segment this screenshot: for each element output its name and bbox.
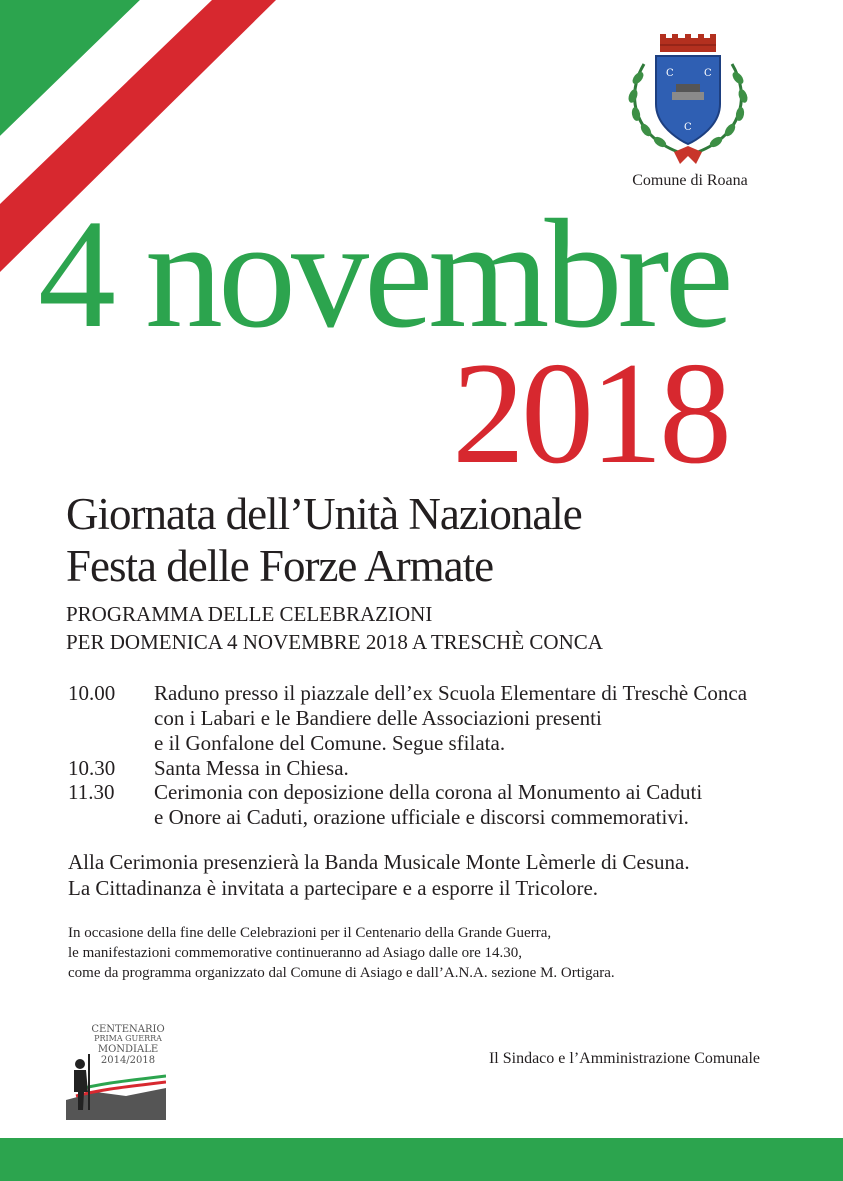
small-print-line-3: come da programma organizzato dal Comune di Asiago e dall’A.N.A. sezione M. Ortigara. <box>68 965 615 981</box>
programme-heading-1: PROGRAMMA DELLE CELEBRAZIONI <box>66 602 433 626</box>
centenary-logo-icon <box>66 1020 166 1120</box>
signature: Il Sindaco e l’Amministrazione Comunale <box>488 1050 760 1067</box>
programme-heading-2: PER DOMENICA 4 NOVEMBRE 2018 A TRESCHÈ CONCA <box>66 630 603 654</box>
schedule-time: 10.00 <box>68 681 116 705</box>
note-line-2: La Cittadinanza è invitata a partecipare e a esporre il Tricolore. <box>68 876 599 900</box>
subtitle-line-2: Festa delle Forze Armate <box>66 541 494 591</box>
coat-of-arms-icon <box>624 34 752 168</box>
schedule-line: Santa Messa in Chiesa. <box>154 756 349 780</box>
logo-text-line: MONDIALE <box>97 1044 159 1055</box>
schedule-time: 11.30 <box>68 780 115 804</box>
schedule-line: e il Gonfalone del Comune. Segue sfilata. <box>154 731 506 755</box>
svg-text:C: C <box>684 122 692 133</box>
comune-name: Comune di Roana <box>632 172 748 189</box>
schedule-line: con i Labari e le Bandiere delle Associazioni presenti <box>154 706 602 730</box>
small-print-line-1: In occasione della fine delle Celebrazioni per il Centenario della Grande Guerra, <box>68 925 552 941</box>
logo-text-line: PRIMA GUERRA <box>94 1034 162 1043</box>
logo-text-line: CENTENARIO <box>91 1024 165 1035</box>
logo-text-line: 2014/2018 <box>100 1055 156 1066</box>
bottom-green-bar <box>0 1138 843 1181</box>
schedule-line: Raduno presso il piazzale dell’ex Scuola Elementare di Treschè Conca <box>154 681 748 705</box>
schedule-line: e Onore ai Caduti, orazione ufficiale e discorsi commemorativi. <box>154 805 689 829</box>
schedule-line: Cerimonia con deposizione della corona al Monumento ai Caduti <box>154 780 703 804</box>
small-print-line-2: le manifestazioni commemorative continueranno ad Asiago dalle ore 14.30, <box>68 945 523 961</box>
year-headline: 2018 <box>452 332 728 494</box>
note-line-1: Alla Cerimonia presenzierà la Banda Musicale Monte Lèmerle di Cesuna. <box>68 850 690 874</box>
svg-text:C: C <box>704 68 712 79</box>
schedule-time: 10.30 <box>68 756 116 780</box>
subtitle-line-1: Giornata dell’Unità Nazionale <box>66 489 582 539</box>
svg-text:C: C <box>666 68 674 79</box>
date-headline: 4 novembre <box>38 187 729 360</box>
